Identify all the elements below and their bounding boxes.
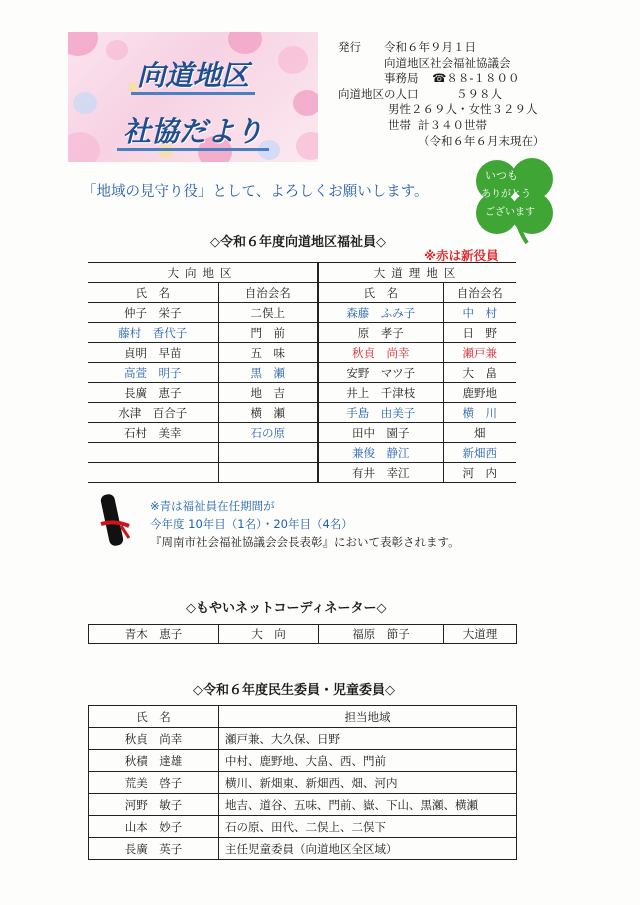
commissioners-table — [88, 705, 517, 860]
commissioner-name: 秋積 達雄 — [89, 750, 219, 772]
col-name: 氏 名 — [89, 706, 219, 728]
table-row — [89, 838, 517, 860]
member-name: 原 孝子 — [318, 323, 443, 343]
table-row — [88, 423, 516, 443]
table-row — [88, 383, 516, 403]
col-area: 担当地域 — [219, 706, 517, 728]
member-name: 藤村 香代子 — [88, 323, 218, 343]
table-row — [88, 303, 516, 323]
section-commissioners-title: ◇令和６年度民生委員・児童委員◇ — [193, 683, 395, 698]
clover-text-2: ありがとう — [481, 189, 531, 200]
commissioner-name: 長廣 英子 — [89, 838, 219, 860]
population: ５９８人 — [456, 86, 502, 101]
table-row — [88, 403, 516, 423]
section-coordinator-title: ◇もやいネットコーディネーター◇ — [186, 601, 387, 616]
clover-text-1: いつも — [485, 169, 518, 182]
table-row — [88, 323, 516, 343]
member-assoc: 横 川 — [443, 403, 516, 423]
member-name: 井上 千津枝 — [318, 383, 443, 403]
welfare-members-table — [88, 262, 516, 483]
table-row — [89, 625, 517, 644]
member-assoc: 中 村 — [443, 303, 516, 323]
clover-icon — [475, 155, 555, 245]
coordinator-table — [88, 624, 517, 644]
banner-title-line2: 社協だより — [68, 110, 318, 150]
member-assoc — [218, 443, 318, 463]
award-note-line3: 『周南市社会福祉協議会会長表彰』において表彰されます。 — [150, 535, 460, 549]
as-of-date: （令和６年６月末現在） — [418, 133, 545, 148]
member-assoc: 大 畠 — [443, 363, 516, 383]
publisher: 向道地区社会福祉協議会 — [384, 55, 511, 70]
member-assoc: 日 野 — [443, 323, 516, 343]
issue-date: 令和６年９月１日 — [384, 40, 476, 54]
table-header-row — [88, 283, 516, 303]
table-row — [88, 463, 516, 483]
section-welfare-members-title: ◇令和６年度向道地区福祉員◇ — [210, 235, 386, 250]
commissioner-area: 主任児童委員（向道地区全区域） — [219, 838, 517, 860]
col-assoc-right: 自治会名 — [443, 283, 516, 303]
member-assoc: 瀬戸兼 — [443, 343, 516, 363]
area-left: 大向地区 — [88, 263, 318, 283]
member-name — [88, 463, 218, 483]
clover-text-3: ございます — [485, 207, 535, 218]
coordinator-area: 大道理 — [444, 625, 517, 644]
commissioner-area: 中村、鹿野地、大畠、西、門前 — [219, 750, 517, 772]
household-label: 世帯 — [388, 117, 411, 132]
coordinator-name: 青木 恵子 — [89, 625, 219, 644]
publication-info — [338, 40, 628, 149]
member-name — [88, 443, 218, 463]
table-area-row — [88, 263, 516, 283]
member-name: 有井 幸江 — [318, 463, 443, 483]
area-right: 大道理地区 — [318, 263, 516, 283]
member-name: 手島 由美子 — [318, 403, 443, 423]
member-name: 石村 美幸 — [88, 423, 218, 443]
commissioner-name: 山本 妙子 — [89, 816, 219, 838]
commissioner-area: 横川、新畑東、新畑西、畑、河内 — [219, 772, 517, 794]
member-assoc: 新畑西 — [443, 443, 516, 463]
issue-label: 発行 — [338, 40, 361, 54]
table-row — [89, 772, 517, 794]
member-name: 森藤 ふみ子 — [318, 303, 443, 323]
member-name: 仲子 栄子 — [88, 303, 218, 323]
new-member-note: ※赤は新役員 — [424, 248, 499, 263]
member-name: 水津 百合子 — [88, 403, 218, 423]
office-label: 事務局 — [384, 71, 419, 86]
diploma-scroll-icon — [95, 490, 135, 550]
table-row — [88, 363, 516, 383]
member-assoc: 黒 瀬 — [218, 363, 318, 383]
member-name: 高萱 明子 — [88, 363, 218, 383]
table-row — [88, 343, 516, 363]
banner-title-line1: 向道地区 — [68, 54, 318, 94]
coordinator-name: 福原 節子 — [319, 625, 444, 644]
member-name: 長廣 恵子 — [88, 383, 218, 403]
col-name-left: 氏 名 — [88, 283, 218, 303]
member-assoc: 河 内 — [443, 463, 516, 483]
gender-breakdown: 男性２６９人・女性３２９人 — [388, 102, 538, 117]
member-assoc: 鹿野地 — [443, 383, 516, 403]
member-name: 秋貞 尚幸 — [318, 343, 443, 363]
newsletter-banner — [68, 32, 318, 162]
member-assoc: 石の原 — [218, 423, 318, 443]
table-row — [89, 794, 517, 816]
table-header-row — [89, 706, 517, 728]
col-name-right: 氏 名 — [318, 283, 443, 303]
member-assoc: 地 吉 — [218, 383, 318, 403]
phone-number: ☎８８-１８００ — [432, 71, 520, 86]
member-name: 貞明 早苗 — [88, 343, 218, 363]
table-row — [88, 443, 516, 463]
table-row — [89, 728, 517, 750]
award-note-line2: 今年度 10年目（1名）・20年目（4名） — [150, 517, 353, 531]
member-name: 田中 園子 — [318, 423, 443, 443]
commissioner-name: 荒美 啓子 — [89, 772, 219, 794]
member-assoc: 畑 — [443, 423, 516, 443]
col-assoc-left: 自治会名 — [218, 283, 318, 303]
member-name: 安野 マツ子 — [318, 363, 443, 383]
member-assoc: 五 味 — [218, 343, 318, 363]
table-row — [89, 816, 517, 838]
table-row — [89, 750, 517, 772]
commissioner-area: 石の原、田代、二俣上、二俣下 — [219, 816, 517, 838]
member-assoc: 横 瀬 — [218, 403, 318, 423]
member-assoc: 二俣上 — [218, 303, 318, 323]
member-assoc — [218, 463, 318, 483]
headline: 「地域の見守り役」として、よろしくお願いします。 — [82, 184, 429, 200]
coordinator-area: 大 向 — [219, 625, 319, 644]
commissioner-area: 瀬戸兼、大久保、日野 — [219, 728, 517, 750]
population-label: 向道地区の人口 — [338, 86, 419, 101]
member-assoc: 門 前 — [218, 323, 318, 343]
commissioner-name: 秋貞 尚幸 — [89, 728, 219, 750]
commissioner-name: 河野 敏子 — [89, 794, 219, 816]
member-name: 兼俊 静江 — [318, 443, 443, 463]
households: 計３４０世帯 — [418, 117, 487, 132]
commissioner-area: 地吉、道谷、五味、門前、嶽、下山、黒瀬、横瀬 — [219, 794, 517, 816]
award-note — [150, 497, 460, 551]
award-note-line1: ※青は福祉員在任期間が — [150, 499, 275, 513]
